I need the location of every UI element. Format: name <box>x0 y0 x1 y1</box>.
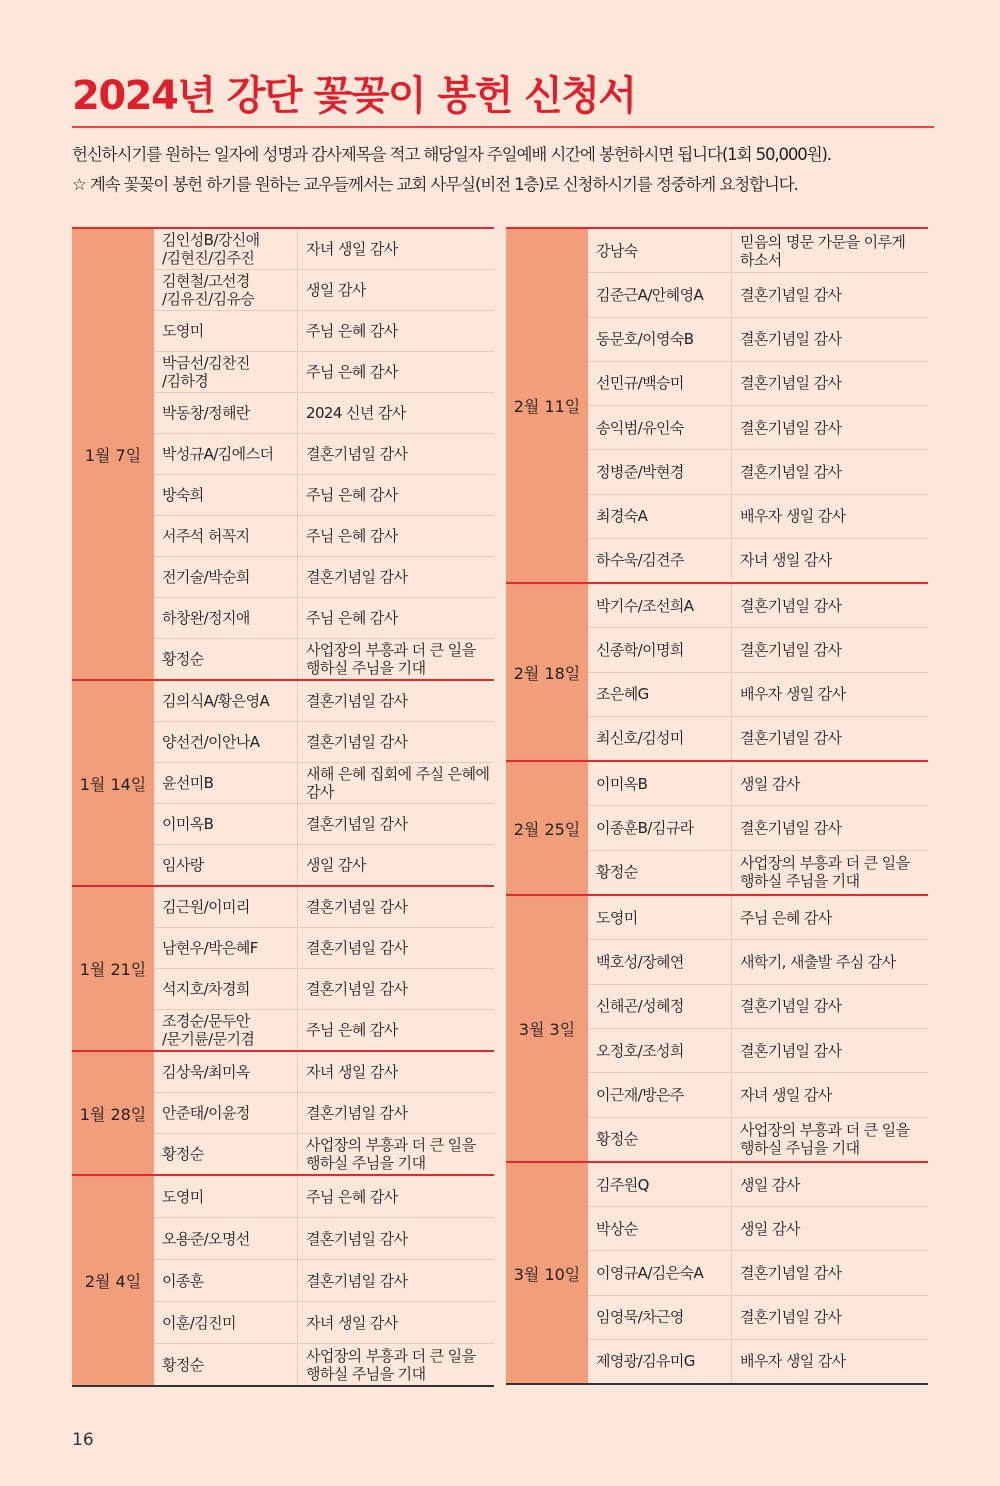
table-row <box>154 597 494 638</box>
donor-name: 도영미 <box>154 311 298 351</box>
table-row <box>588 1250 928 1294</box>
table-row <box>154 310 494 351</box>
entry-list <box>588 229 928 582</box>
donor-name: 이미옥B <box>588 762 732 805</box>
thanks-reason: 결혼기념일 감사 <box>306 1104 408 1122</box>
thanks-reason: 결혼기념일 감사 <box>306 898 408 916</box>
donor-name: 강남숙 <box>588 229 732 272</box>
table-row <box>154 1009 494 1050</box>
thanks-reason: 결혼기념일 감사 <box>740 596 842 615</box>
table-row <box>154 229 494 269</box>
donor-name: 하창완/정지애 <box>154 598 298 638</box>
date-cell: 1월 14일 <box>72 681 154 885</box>
thanks-reason: 사업장의 부흥과 더 큰 일을 행하실 주님을 기대 <box>306 1136 476 1172</box>
thanks-reason: 생일 감사 <box>306 856 366 874</box>
donor-name: 김의식A/황은영A <box>154 681 298 721</box>
thanks-reason: 자녀 생일 감사 <box>740 1085 832 1104</box>
thanks-reason: 결혼기념일 감사 <box>740 997 842 1016</box>
thanks-reason: 자녀 생일 감사 <box>306 240 398 258</box>
page-title: 2024년 강단 꽃꽂이 봉헌 신청서 <box>72 73 636 119</box>
thanks-reason: 생일 감사 <box>740 1175 800 1194</box>
table-row <box>588 805 928 849</box>
donor-name: 전기술/박순희 <box>154 557 298 597</box>
thanks-reason: 사업장의 부흥과 더 큰 일을 행하실 주님을 기대 <box>306 641 476 677</box>
date-cell: 2월 18일 <box>506 584 588 760</box>
table-row <box>154 269 494 310</box>
thanks-reason: 결혼기념일 감사 <box>740 729 842 748</box>
table-row <box>154 1176 494 1217</box>
thanks-reason: 결혼기념일 감사 <box>740 1308 842 1327</box>
thanks-reason: 생일 감사 <box>306 281 366 299</box>
table-row <box>588 1072 928 1116</box>
table-row <box>588 1206 928 1250</box>
donor-name: 신종학/이명희 <box>588 628 732 671</box>
thanks-reason: 결혼기념일 감사 <box>306 692 408 710</box>
donor-name: 이근재/방은주 <box>588 1073 732 1116</box>
donor-name: 조은혜G <box>588 673 732 716</box>
date-group <box>506 229 928 584</box>
table-row <box>588 1163 928 1206</box>
date-cell: 1월 28일 <box>72 1052 154 1174</box>
table-row <box>588 405 928 449</box>
donor-name: 김근원/이미리 <box>154 887 298 927</box>
entry-list <box>154 681 494 885</box>
table-row <box>588 1339 928 1383</box>
title-divider <box>72 126 934 128</box>
date-cell: 1월 7일 <box>72 229 154 679</box>
thanks-reason: 주님 은혜 감사 <box>306 609 398 627</box>
date-group <box>72 887 494 1052</box>
donor-name: 최경숙A <box>588 495 732 538</box>
thanks-reason: 자녀 생일 감사 <box>740 551 832 570</box>
donor-name: 김준근A/안혜영A <box>588 273 732 316</box>
thanks-reason: 생일 감사 <box>740 1219 800 1238</box>
donor-name: 윤선미B <box>154 763 298 803</box>
donor-name: 황정순 <box>154 1344 298 1385</box>
thanks-reason: 생일 감사 <box>740 774 800 793</box>
donor-name: 박성규A/김에스더 <box>154 434 298 474</box>
donor-name: 이종훈B/김규라 <box>588 806 732 849</box>
table-row <box>588 762 928 805</box>
left-schedule-table <box>72 227 494 1387</box>
date-group <box>506 1163 928 1385</box>
thanks-reason: 자녀 생일 감사 <box>306 1063 398 1081</box>
donor-name: 김현철/고선경 /김유진/김유승 <box>154 270 298 310</box>
table-row <box>154 887 494 927</box>
donor-name: 제영광/김유미G <box>588 1340 732 1383</box>
table-row <box>588 716 928 760</box>
donor-name: 서주석 허꼭지 <box>154 516 298 556</box>
thanks-reason: 결혼기념일 감사 <box>306 939 408 957</box>
thanks-reason: 주님 은혜 감사 <box>306 1187 398 1206</box>
donor-name: 정병준/박현경 <box>588 450 732 493</box>
donor-name: 남현우/박은혜F <box>154 928 298 968</box>
thanks-reason: 결혼기념일 감사 <box>740 640 842 659</box>
thanks-reason: 결혼기념일 감사 <box>306 1271 408 1290</box>
thanks-reason: 자녀 생일 감사 <box>306 1313 398 1332</box>
donor-name: 안준태/이윤정 <box>154 1093 298 1133</box>
thanks-reason: 주님 은혜 감사 <box>306 486 398 504</box>
table-row <box>154 1343 494 1385</box>
donor-name: 최신호/김성미 <box>588 717 732 760</box>
thanks-reason: 결혼기념일 감사 <box>740 818 842 837</box>
table-row <box>154 1133 494 1174</box>
table-row <box>154 515 494 556</box>
entry-list <box>154 229 494 679</box>
donor-name: 이영규A/김은숙A <box>588 1251 732 1294</box>
table-row <box>588 272 928 316</box>
date-cell: 1월 21일 <box>72 887 154 1050</box>
table-row <box>588 229 928 272</box>
thanks-reason: 주님 은혜 감사 <box>306 527 398 545</box>
table-row <box>588 896 928 939</box>
entry-list <box>588 584 928 760</box>
thanks-reason: 결혼기념일 감사 <box>306 1229 408 1248</box>
intro-text <box>72 140 952 200</box>
thanks-reason: 주님 은혜 감사 <box>306 363 398 381</box>
entry-list <box>588 762 928 894</box>
thanks-reason: 배우자 생일 감사 <box>740 685 846 704</box>
thanks-reason: 배우자 생일 감사 <box>740 507 846 526</box>
table-row <box>588 584 928 627</box>
thanks-reason: 사업장의 부흥과 더 큰 일을 행하실 주님을 기대 <box>306 1346 476 1383</box>
donor-name: 임사랑 <box>154 845 298 885</box>
donor-name: 황정순 <box>588 851 732 894</box>
table-row <box>154 474 494 515</box>
donor-name: 이훈/김진미 <box>154 1302 298 1343</box>
page-number: 16 <box>72 1430 94 1450</box>
table-row <box>588 984 928 1028</box>
entry-list <box>588 1163 928 1383</box>
donor-name: 박동창/정해란 <box>154 393 298 433</box>
table-row <box>588 538 928 582</box>
thanks-reason: 배우자 생일 감사 <box>740 1352 846 1371</box>
date-group <box>72 681 494 887</box>
thanks-reason: 결혼기념일 감사 <box>740 285 842 304</box>
donor-name: 황정순 <box>154 1134 298 1174</box>
thanks-reason: 결혼기념일 감사 <box>740 462 842 481</box>
donor-name: 이종훈 <box>154 1260 298 1301</box>
thanks-reason: 사업장의 부흥과 더 큰 일을 행하실 주님을 기대 <box>740 854 910 891</box>
donor-name: 황정순 <box>588 1118 732 1161</box>
donor-name: 하수욱/김견주 <box>588 539 732 582</box>
table-row <box>154 433 494 474</box>
donor-name: 도영미 <box>588 896 732 939</box>
table-row <box>588 672 928 716</box>
table-row <box>588 1117 928 1161</box>
table-row <box>154 1052 494 1092</box>
date-group <box>72 1052 494 1176</box>
donor-name: 김주원Q <box>588 1163 732 1206</box>
donor-name: 박기수/조선희A <box>588 584 732 627</box>
table-row <box>154 968 494 1009</box>
thanks-reason: 2024 신년 감사 <box>306 404 406 422</box>
donor-name: 석지호/차경희 <box>154 969 298 1009</box>
intro-line: ☆ 계속 꽃꽂이 봉헌 하기를 원하는 교우들께서는 교회 사무실(비전 1층)로 신청하시기를 정중하게 요청합니다. <box>72 175 798 194</box>
thanks-reason: 새해 은혜 집회에 주실 은혜에 감사 <box>306 765 490 801</box>
donor-name: 조경순/문두안 /문기륜/문기겸 <box>154 1010 298 1050</box>
donor-name: 오정호/조성희 <box>588 1029 732 1072</box>
thanks-reason: 믿음의 명문 가문을 이루게 하소서 <box>740 232 906 269</box>
thanks-reason: 결혼기념일 감사 <box>306 815 408 833</box>
thanks-reason: 사업장의 부흥과 더 큰 일을 행하실 주님을 기대 <box>740 1121 910 1158</box>
date-group <box>72 1176 494 1387</box>
thanks-reason: 결혼기념일 감사 <box>306 568 408 586</box>
date-cell: 3월 3일 <box>506 896 588 1161</box>
donor-name: 김상욱/최미옥 <box>154 1052 298 1092</box>
donor-name: 양선건/이안나A <box>154 722 298 762</box>
date-cell: 3월 10일 <box>506 1163 588 1383</box>
date-group <box>506 584 928 762</box>
date-group <box>506 762 928 896</box>
donor-name: 동문호/이영숙B <box>588 318 732 361</box>
date-cell: 2월 4일 <box>72 1176 154 1385</box>
donor-name: 황정순 <box>154 639 298 679</box>
thanks-reason: 결혼기념일 감사 <box>306 733 408 751</box>
table-row <box>588 627 928 671</box>
table-row <box>588 361 928 405</box>
donor-name: 선민규/백승미 <box>588 362 732 405</box>
table-row <box>154 681 494 721</box>
entry-list <box>588 896 928 1161</box>
date-group <box>506 896 928 1163</box>
donor-name: 임영묵/차근영 <box>588 1296 732 1339</box>
table-row <box>154 556 494 597</box>
donor-name: 오용준/오명선 <box>154 1218 298 1259</box>
thanks-reason: 결혼기념일 감사 <box>740 330 842 349</box>
table-row <box>154 1301 494 1343</box>
table-row <box>588 494 928 538</box>
thanks-reason: 새학기, 새출발 주심 감사 <box>740 952 896 971</box>
table-row <box>154 721 494 762</box>
donor-name: 도영미 <box>154 1176 298 1217</box>
date-cell: 2월 11일 <box>506 229 588 582</box>
right-schedule-table <box>506 227 928 1385</box>
table-row <box>154 803 494 844</box>
table-row <box>588 317 928 361</box>
table-row <box>154 927 494 968</box>
thanks-reason: 주님 은혜 감사 <box>306 322 398 340</box>
table-row <box>588 1028 928 1072</box>
table-row <box>588 1295 928 1339</box>
table-row <box>154 1217 494 1259</box>
donor-name: 박상순 <box>588 1207 732 1250</box>
thanks-reason: 주님 은혜 감사 <box>306 1021 398 1039</box>
date-cell: 2월 25일 <box>506 762 588 894</box>
table-row <box>588 449 928 493</box>
donor-name: 신해곤/성혜정 <box>588 985 732 1028</box>
thanks-reason: 결혼기념일 감사 <box>740 418 842 437</box>
table-row <box>154 638 494 679</box>
thanks-reason: 결혼기념일 감사 <box>740 1041 842 1060</box>
table-row <box>154 392 494 433</box>
table-row <box>154 844 494 885</box>
thanks-reason: 결혼기념일 감사 <box>306 445 408 463</box>
donor-name: 박금선/김찬진 /김하경 <box>154 352 298 392</box>
entry-list <box>154 1176 494 1385</box>
table-row <box>588 850 928 894</box>
entry-list <box>154 1052 494 1174</box>
thanks-reason: 결혼기념일 감사 <box>306 980 408 998</box>
thanks-reason: 결혼기념일 감사 <box>740 1264 842 1282</box>
donor-name: 송익범/유인숙 <box>588 406 732 449</box>
donor-name: 백호성/장혜연 <box>588 940 732 983</box>
entry-list <box>154 887 494 1050</box>
thanks-reason: 결혼기념일 감사 <box>740 374 842 393</box>
donor-name: 김인성B/강신애 /김현진/김주진 <box>154 229 298 269</box>
table-row <box>154 1259 494 1301</box>
donor-name: 방숙희 <box>154 475 298 515</box>
table-row <box>588 939 928 983</box>
table-row <box>154 351 494 392</box>
table-row <box>154 1092 494 1133</box>
thanks-reason: 주님 은혜 감사 <box>740 908 832 927</box>
date-group <box>72 229 494 681</box>
intro-line: 헌신하시기를 원하는 일자에 성명과 감사제목을 적고 해당일자 주일예배 시간에 봉헌하시면 됩니다(1회 50,000원). <box>72 145 832 164</box>
donor-name: 이미옥B <box>154 804 298 844</box>
table-row <box>154 762 494 803</box>
